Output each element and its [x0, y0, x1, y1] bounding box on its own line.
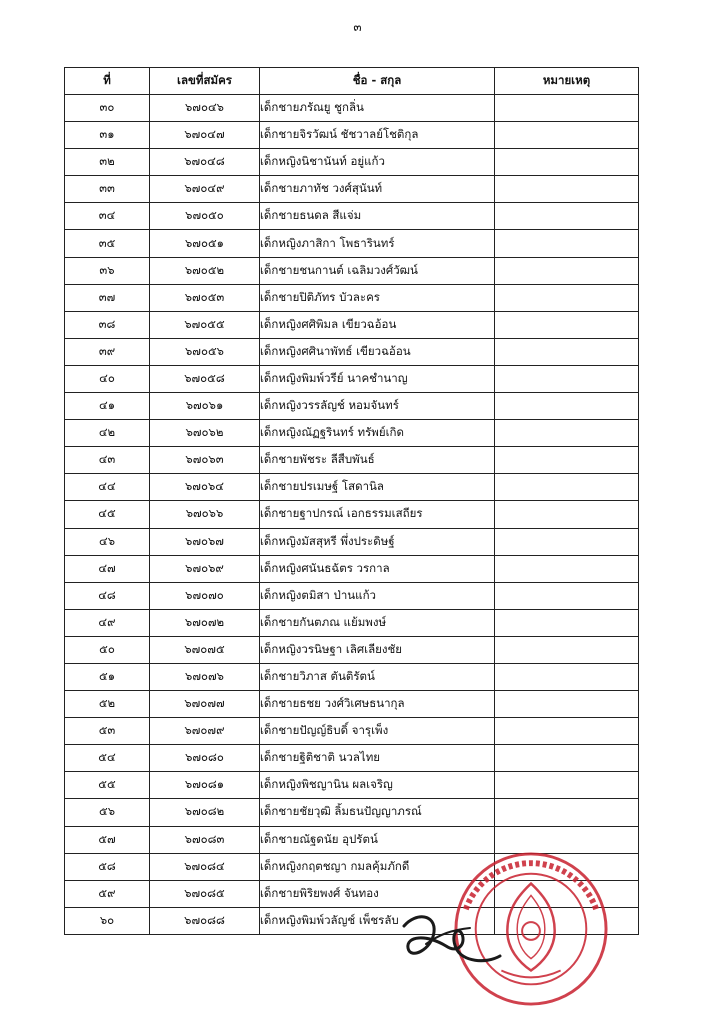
- application-id-cell: ๖๗๐๘๒: [150, 799, 260, 826]
- table-row: [65, 257, 639, 284]
- full-name-cell: เด็กชายภรัณยู ชูกลิ่น: [260, 95, 495, 122]
- full-name-cell: เด็กชายณัฐดนัย อุปรัตน์: [260, 826, 495, 853]
- full-name-cell: เด็กชายชัยวุฒิ ลิ้มธนปัญญาภรณ์: [260, 799, 495, 826]
- table-row: [65, 95, 639, 122]
- row-number-cell: ๔๓: [65, 447, 150, 474]
- header-application-id: เลขที่สมัคร: [150, 68, 260, 95]
- row-number-cell: ๓๙: [65, 338, 150, 365]
- application-id-cell: ๖๗๐๕๑: [150, 230, 260, 257]
- remarks-cell: [495, 772, 639, 799]
- table-row: [65, 582, 639, 609]
- full-name-cell: เด็กชายฐิติชาติ นวลไทย: [260, 745, 495, 772]
- remarks-cell: [495, 230, 639, 257]
- remarks-cell: [495, 691, 639, 718]
- row-number-cell: ๓๗: [65, 284, 150, 311]
- full-name-cell: เด็กชายจิรวัฒน์ ชัชวาลย์โชติกุล: [260, 122, 495, 149]
- table-row: [65, 122, 639, 149]
- row-number-cell: ๔๔: [65, 474, 150, 501]
- remarks-cell: [495, 609, 639, 636]
- table-row: [65, 311, 639, 338]
- application-id-cell: ๖๗๐๕๕: [150, 311, 260, 338]
- row-number-cell: ๕๘: [65, 853, 150, 880]
- table-row: [65, 365, 639, 392]
- row-number-cell: ๓๓: [65, 176, 150, 203]
- application-id-cell: ๖๗๐๘๔: [150, 853, 260, 880]
- application-id-cell: ๖๗๐๗๖: [150, 663, 260, 690]
- table-row: [65, 420, 639, 447]
- table-row: [65, 691, 639, 718]
- full-name-cell: เด็กหญิงศนันธฉัตร วรกาล: [260, 555, 495, 582]
- application-id-cell: ๖๗๐๘๐: [150, 745, 260, 772]
- application-id-cell: ๖๗๐๗๕: [150, 636, 260, 663]
- row-number-cell: ๕๑: [65, 663, 150, 690]
- application-id-cell: ๖๗๐๖๒: [150, 420, 260, 447]
- application-id-cell: ๖๗๐๖๖: [150, 501, 260, 528]
- remarks-cell: [495, 122, 639, 149]
- application-id-cell: ๖๗๐๘๘: [150, 907, 260, 934]
- remarks-cell: [495, 311, 639, 338]
- remarks-cell: [495, 799, 639, 826]
- row-number-cell: ๕๖: [65, 799, 150, 826]
- header-remarks: หมายเหตุ: [495, 68, 639, 95]
- full-name-cell: เด็กชายพัชระ ลีสืบพันธ์: [260, 447, 495, 474]
- remarks-cell: [495, 474, 639, 501]
- remarks-cell: [495, 745, 639, 772]
- table-row: [65, 745, 639, 772]
- application-id-cell: ๖๗๐๖๗: [150, 528, 260, 555]
- row-number-cell: ๓๑: [65, 122, 150, 149]
- full-name-cell: เด็กหญิงนิชานันท์ อยู่แก้ว: [260, 149, 495, 176]
- row-number-cell: ๔๗: [65, 555, 150, 582]
- full-name-cell: เด็กชายปิติภัทร บัวละคร: [260, 284, 495, 311]
- application-id-cell: ๖๗๐๔๗: [150, 122, 260, 149]
- full-name-cell: เด็กชายธชย วงศ์วิเศษธนากุล: [260, 691, 495, 718]
- remarks-cell: [495, 393, 639, 420]
- full-name-cell: เด็กชายชนกานต์ เฉลิมวงศ์วัฒน์: [260, 257, 495, 284]
- remarks-cell: [495, 636, 639, 663]
- full-name-cell: เด็กชายปัญญ์ธิบดิ์ จารุเพ็ง: [260, 718, 495, 745]
- row-number-cell: ๔๑: [65, 393, 150, 420]
- application-id-cell: ๖๗๐๕๓: [150, 284, 260, 311]
- row-number-cell: ๔๖: [65, 528, 150, 555]
- table-row: [65, 718, 639, 745]
- table-row: [65, 528, 639, 555]
- full-name-cell: เด็กชายวิภาส ตันติรัตน์: [260, 663, 495, 690]
- remarks-cell: [495, 582, 639, 609]
- remarks-cell: [495, 420, 639, 447]
- row-number-cell: ๔๕: [65, 501, 150, 528]
- remarks-cell: [495, 95, 639, 122]
- full-name-cell: เด็กชายกันตภณ แย้มพงษ์: [260, 609, 495, 636]
- table-row: [65, 636, 639, 663]
- full-name-cell: เด็กหญิงณัฏฐรินทร์ ทรัพย์เกิด: [260, 420, 495, 447]
- table-row: [65, 772, 639, 799]
- row-number-cell: ๓๐: [65, 95, 150, 122]
- page-number: ๓: [353, 20, 362, 34]
- row-number-cell: ๓๔: [65, 203, 150, 230]
- remarks-cell: [495, 663, 639, 690]
- application-id-cell: ๖๗๐๔๙: [150, 176, 260, 203]
- table-row: [65, 149, 639, 176]
- remarks-cell: [495, 718, 639, 745]
- row-number-cell: ๔๘: [65, 582, 150, 609]
- application-id-cell: ๖๗๐๗๐: [150, 582, 260, 609]
- application-id-cell: ๖๗๐๕๘: [150, 365, 260, 392]
- full-name-cell: เด็กหญิงมัสสุหรี พึ่งประดิษฐ์: [260, 528, 495, 555]
- application-id-cell: ๖๗๐๗๗: [150, 691, 260, 718]
- full-name-cell: เด็กชายภาทัช วงศ์สุนันท์: [260, 176, 495, 203]
- table-row: [65, 609, 639, 636]
- header-full-name: ชื่อ - สกุล: [260, 68, 495, 95]
- full-name-cell: เด็กหญิงตมิสา ป่านแก้ว: [260, 582, 495, 609]
- remarks-cell: [495, 338, 639, 365]
- row-number-cell: ๓๘: [65, 311, 150, 338]
- full-name-cell: เด็กหญิงศศินาพัทธ์ เขียวฉอ้อน: [260, 338, 495, 365]
- applicant-table: [64, 67, 639, 935]
- row-number-cell: ๔๐: [65, 365, 150, 392]
- application-id-cell: ๖๗๐๕๖: [150, 338, 260, 365]
- table-row: [65, 555, 639, 582]
- table-row: [65, 338, 639, 365]
- remarks-cell: [495, 528, 639, 555]
- full-name-cell: เด็กหญิงวรนิษฐา เลิศเลียงชัย: [260, 636, 495, 663]
- remarks-cell: [495, 257, 639, 284]
- table-row: [65, 663, 639, 690]
- row-number-cell: ๕๕: [65, 772, 150, 799]
- application-id-cell: ๖๗๐๖๔: [150, 474, 260, 501]
- remarks-cell: [495, 447, 639, 474]
- table-row: [65, 474, 639, 501]
- row-number-cell: ๕๓: [65, 718, 150, 745]
- application-id-cell: ๖๗๐๗๙: [150, 718, 260, 745]
- row-number-cell: ๓๖: [65, 257, 150, 284]
- remarks-cell: [495, 501, 639, 528]
- full-name-cell: เด็กหญิงวรรลัญช์ หอมจันทร์: [260, 393, 495, 420]
- application-id-cell: ๖๗๐๘๑: [150, 772, 260, 799]
- row-number-cell: ๕๙: [65, 880, 150, 907]
- table-row: [65, 447, 639, 474]
- row-number-cell: ๖๐: [65, 907, 150, 934]
- remarks-cell: [495, 284, 639, 311]
- table-row: [65, 799, 639, 826]
- row-number-cell: ๓๕: [65, 230, 150, 257]
- row-number-cell: ๕๔: [65, 745, 150, 772]
- application-id-cell: ๖๗๐๕๒: [150, 257, 260, 284]
- row-number-cell: ๕๒: [65, 691, 150, 718]
- full-name-cell: เด็กชายฐาปกรณ์ เอกธรรมเสถียร: [260, 501, 495, 528]
- application-id-cell: ๖๗๐๔๘: [150, 149, 260, 176]
- full-name-cell: เด็กหญิงศศิพิมล เขียวฉอ้อน: [260, 311, 495, 338]
- application-id-cell: ๖๗๐๖๓: [150, 447, 260, 474]
- full-name-cell: เด็กชายธนดล สีแจ่ม: [260, 203, 495, 230]
- header-number: ที่: [65, 68, 150, 95]
- full-name-cell: เด็กชายพิริยพงศ์ จันทอง: [260, 880, 495, 907]
- full-name-cell: เด็กหญิงพิมพ์วลัญช์ เพ็ชรลับ: [260, 907, 495, 934]
- table-row: [65, 176, 639, 203]
- table-row: [65, 501, 639, 528]
- full-name-cell: เด็กหญิงกฤตชญา กมลคุ้มภักดี: [260, 853, 495, 880]
- application-id-cell: ๖๗๐๗๒: [150, 609, 260, 636]
- application-id-cell: ๖๗๐๔๖: [150, 95, 260, 122]
- row-number-cell: ๔๒: [65, 420, 150, 447]
- full-name-cell: เด็กหญิงพิชญานิน ผลเจริญ: [260, 772, 495, 799]
- remarks-cell: [495, 149, 639, 176]
- remarks-cell: [495, 176, 639, 203]
- application-id-cell: ๖๗๐๕๐: [150, 203, 260, 230]
- application-id-cell: ๖๗๐๘๓: [150, 826, 260, 853]
- remarks-cell: [495, 365, 639, 392]
- full-name-cell: เด็กหญิงภาสิกา โพธารินทร์: [260, 230, 495, 257]
- row-number-cell: ๓๒: [65, 149, 150, 176]
- table-row: [65, 230, 639, 257]
- remarks-cell: [495, 555, 639, 582]
- table-row: [65, 203, 639, 230]
- application-id-cell: ๖๗๐๘๕: [150, 880, 260, 907]
- full-name-cell: เด็กชายปรเมษฐ์ โสดานิล: [260, 474, 495, 501]
- application-id-cell: ๖๗๐๖๑: [150, 393, 260, 420]
- application-id-cell: ๖๗๐๖๙: [150, 555, 260, 582]
- remarks-cell: [495, 203, 639, 230]
- signature: [396, 904, 506, 974]
- full-name-cell: เด็กหญิงพิมพ์วรีย์ นาคชำนาญ: [260, 365, 495, 392]
- row-number-cell: ๕๗: [65, 826, 150, 853]
- table-row: [65, 284, 639, 311]
- table-row: [65, 393, 639, 420]
- row-number-cell: ๕๐: [65, 636, 150, 663]
- table-header-row: [65, 68, 639, 95]
- row-number-cell: ๔๙: [65, 609, 150, 636]
